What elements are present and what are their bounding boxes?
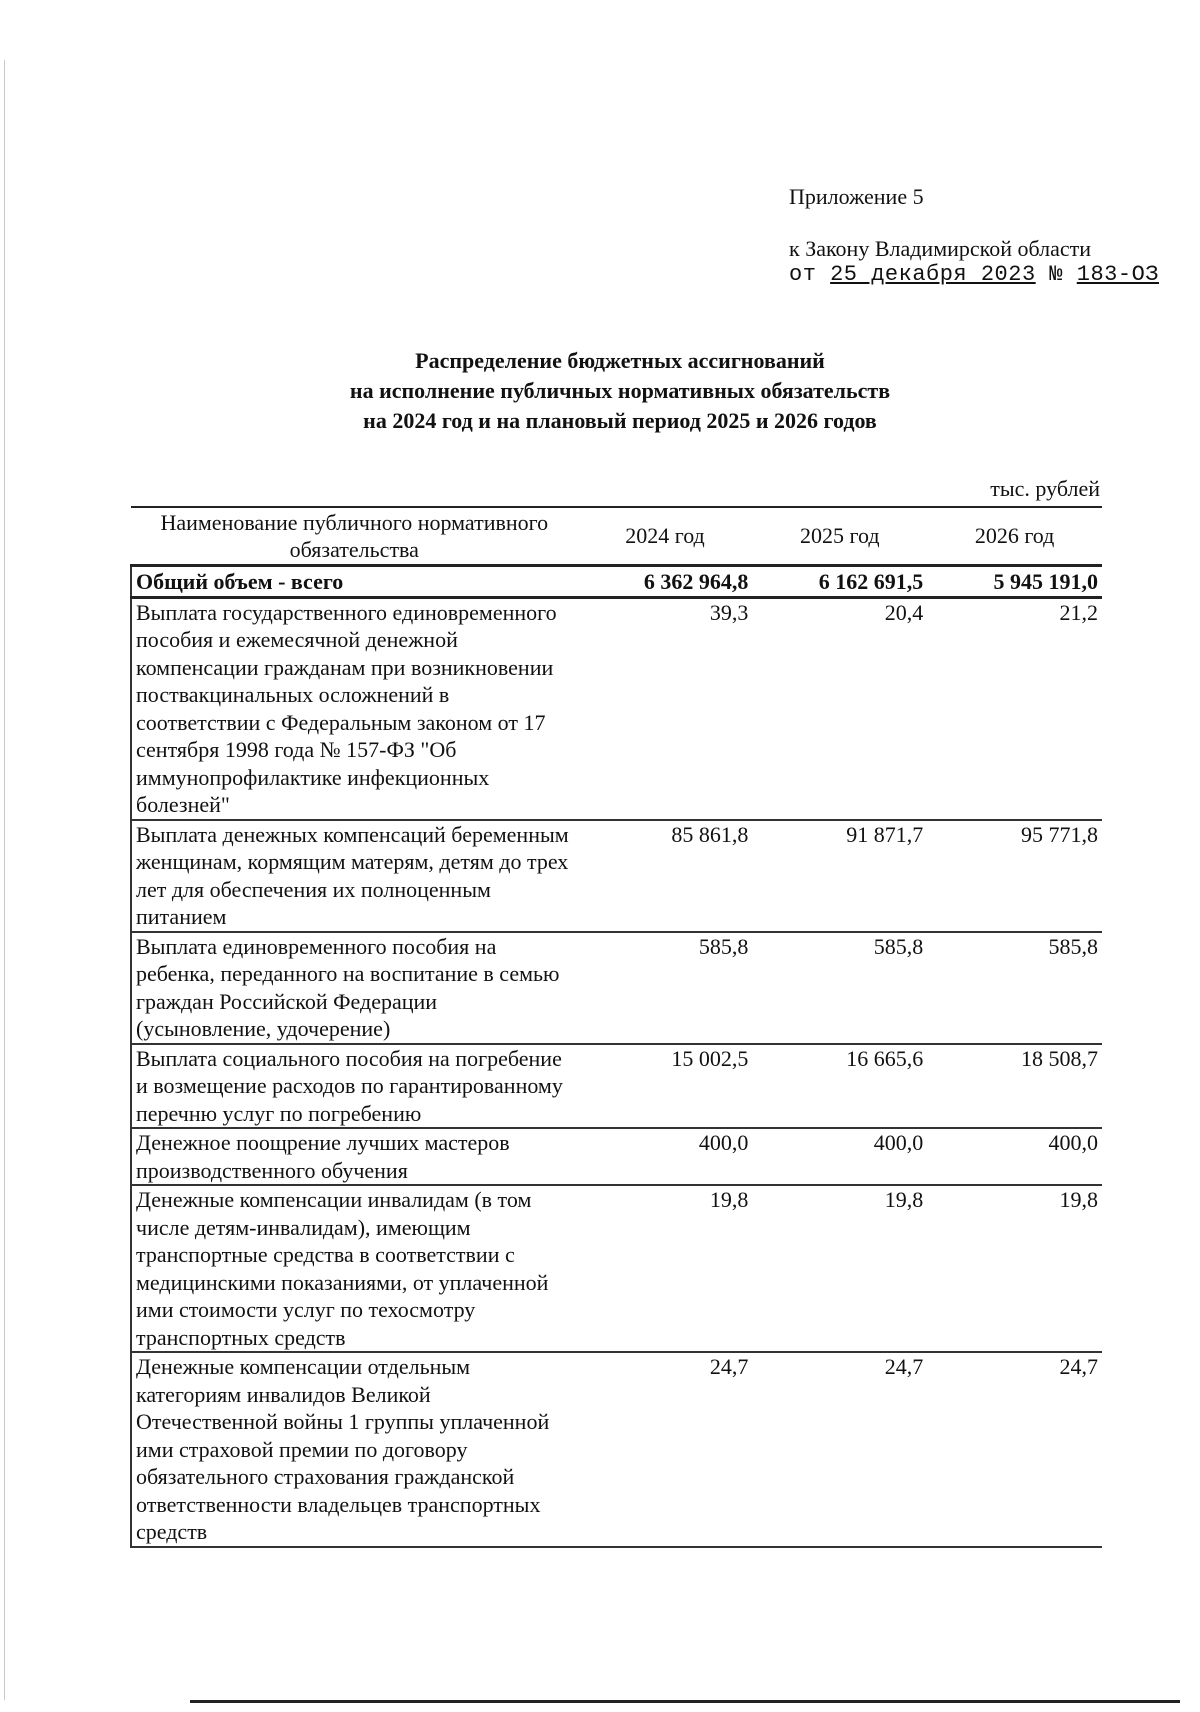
row-2024: 24,7 xyxy=(578,1352,753,1547)
header-2026: 2026 год xyxy=(927,507,1102,566)
title-line-2: на исполнение публичных нормативных обязательств xyxy=(349,378,891,403)
row-2024: 15 002,5 xyxy=(578,1044,753,1129)
row-2024: 585,8 xyxy=(578,932,753,1044)
units-label: тыс. рублей xyxy=(990,476,1100,501)
number-value: 183-ОЗ xyxy=(1076,262,1159,287)
table-row xyxy=(131,597,1102,820)
appendix-date-line xyxy=(789,262,1159,288)
row-2025: 16 665,6 xyxy=(752,1044,927,1129)
date-value: 25 декабря 2023 xyxy=(830,262,1036,287)
total-row xyxy=(131,566,1102,598)
row-name: Денежные компенсации отдельным категориям инвалидов Великой Отечественной войны 1 группы уплаченной ими страховой премии по договору обязательного страхования гражданской ответственности владельцев транспортных средств xyxy=(131,1352,578,1547)
appendix-label: Приложение 5 xyxy=(789,184,924,209)
table-row xyxy=(131,1352,1102,1547)
row-2024: 85 861,8 xyxy=(578,820,753,932)
row-2025: 19,8 xyxy=(752,1185,927,1352)
table-row xyxy=(131,1128,1102,1185)
table-header-row xyxy=(131,507,1102,566)
row-2025: 24,7 xyxy=(752,1352,927,1547)
row-2026: 24,7 xyxy=(927,1352,1102,1547)
row-name: Денежные компенсации инвалидам (в том числе детям-инвалидам), имеющим транспортные средства в соответствии с медицинскими показаниями, от уплаченной ими стоимости услуг по техосмотру транспортных средств xyxy=(131,1185,578,1352)
row-2026: 400,0 xyxy=(927,1128,1102,1185)
total-2024: 6 362 964,8 xyxy=(578,566,753,598)
appendix-law-line: к Закону Владимирской области xyxy=(789,236,1092,261)
row-2025: 400,0 xyxy=(752,1128,927,1185)
total-name: Общий объем - всего xyxy=(131,566,578,598)
total-2025: 6 162 691,5 xyxy=(752,566,927,598)
row-2024: 400,0 xyxy=(578,1128,753,1185)
row-2025: 20,4 xyxy=(752,597,927,820)
bottom-rule xyxy=(190,1700,1180,1703)
table-row xyxy=(131,1044,1102,1129)
total-2026: 5 945 191,0 xyxy=(927,566,1102,598)
row-2026: 18 508,7 xyxy=(927,1044,1102,1129)
document-title xyxy=(200,346,1040,436)
date-prefix: от xyxy=(789,262,817,287)
row-2026: 95 771,8 xyxy=(927,820,1102,932)
row-2026: 21,2 xyxy=(927,597,1102,820)
table-row xyxy=(131,1185,1102,1352)
table-row xyxy=(131,932,1102,1044)
row-name: Выплата социального пособия на погребение и возмещение расходов по гарантированному перечню услуг по погребению xyxy=(131,1044,578,1129)
title-line-3: на 2024 год и на плановый период 2025 и 2026 годов xyxy=(363,408,877,433)
row-2026: 585,8 xyxy=(927,932,1102,1044)
header-name: Наименование публичного нормативного обязательства xyxy=(131,507,578,566)
row-name: Выплата денежных компенсаций беременным женщинам, кормящим матерям, детям до трех лет для обеспечения их полноценным питанием xyxy=(131,820,578,932)
table-row xyxy=(131,820,1102,932)
row-name: Денежное поощрение лучших мастеров производственного обучения xyxy=(131,1128,578,1185)
row-2025: 91 871,7 xyxy=(752,820,927,932)
appendix-block xyxy=(789,184,1159,288)
header-2025: 2025 год xyxy=(752,507,927,566)
row-2024: 39,3 xyxy=(578,597,753,820)
title-line-1: Распределение бюджетных ассигнований xyxy=(415,348,825,373)
header-2024: 2024 год xyxy=(578,507,753,566)
row-2024: 19,8 xyxy=(578,1185,753,1352)
number-prefix: № xyxy=(1049,262,1064,287)
row-name: Выплата государственного единовременного пособия и ежемесячной денежной компенсации гражданам при возникновении поствакцинальных осложнений в соответствии с Федеральным законом от 17 сентября 1998 года № 157-ФЗ "Об иммунопрофилактике инфекционных болезней" xyxy=(131,597,578,820)
budget-table xyxy=(130,506,1102,1548)
row-2025: 585,8 xyxy=(752,932,927,1044)
scan-edge-line xyxy=(4,60,5,1700)
row-2026: 19,8 xyxy=(927,1185,1102,1352)
row-name: Выплата единовременного пособия на ребенка, переданного на воспитание в семью граждан Российской Федерации (усыновление, удочерение) xyxy=(131,932,578,1044)
